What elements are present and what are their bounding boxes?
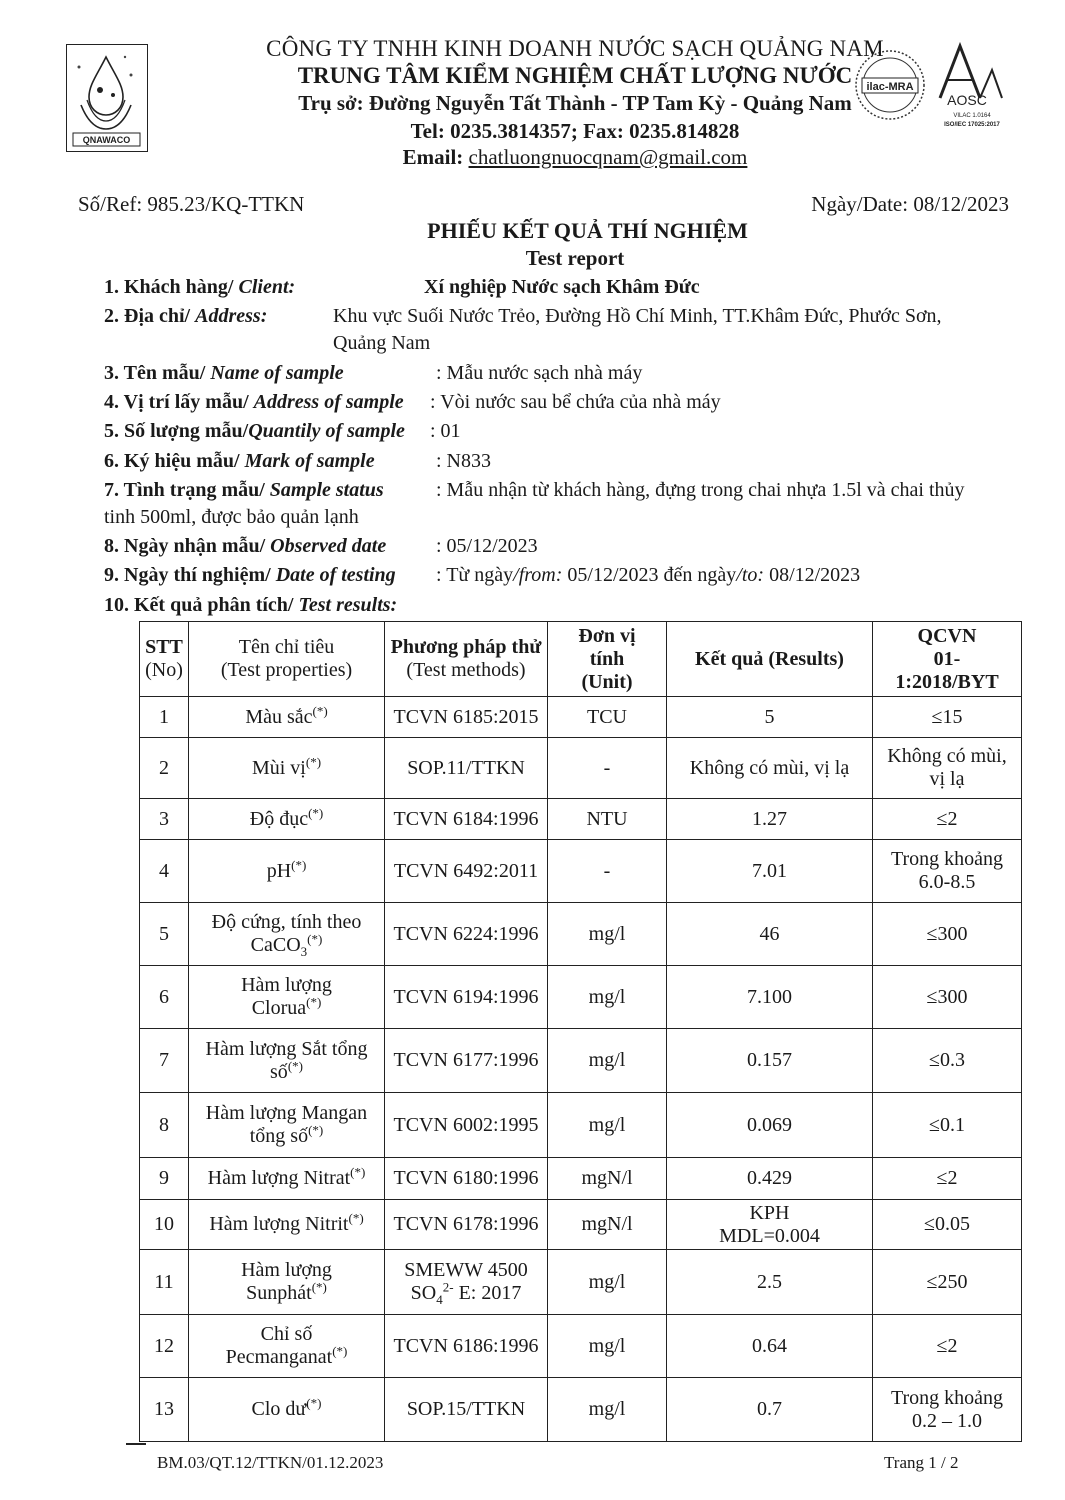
cell-limit: Không có mùi, vị lạ xyxy=(873,738,1022,799)
table-row xyxy=(140,1315,1022,1378)
cell-no: 2 xyxy=(140,738,189,799)
cell-property: Độ đục(*) xyxy=(189,799,385,840)
cell-result: 46 xyxy=(667,903,873,966)
cell-limit: Trong khoảng 0.2 – 1.0 xyxy=(873,1378,1022,1442)
status-value-1: : Mẫu nhận từ khách hàng, đựng trong chai nhựa 1.5l và chai thủy xyxy=(436,479,965,501)
quantity-value: : 01 xyxy=(430,420,461,442)
quantity-label: 5. Số lượng mẫu/Quantily of sample xyxy=(104,420,405,442)
header-properties: Tên chỉ tiêu (Test properties) xyxy=(189,622,385,697)
table-row xyxy=(140,1158,1022,1200)
cell-method: TCVN 6185:2015 xyxy=(385,697,548,738)
cell-unit: - xyxy=(548,840,667,903)
cell-method: SOP.11/TTKN xyxy=(385,738,548,799)
cell-no: 13 xyxy=(140,1378,189,1442)
svg-text:AOSC: AOSC xyxy=(947,92,987,108)
cell-no: 3 xyxy=(140,799,189,840)
testing-date-label: 9. Ngày thí nghiệm/ Date of testing xyxy=(104,564,396,586)
cell-method: SOP.15/TTKN xyxy=(385,1378,548,1442)
page-number: Trang 1 / 2 xyxy=(884,1453,959,1472)
table-row xyxy=(140,903,1022,966)
cell-property: Màu sắc(*) xyxy=(189,697,385,738)
svg-text:ilac-MRA: ilac-MRA xyxy=(866,81,914,93)
cell-result: 2.5 xyxy=(667,1250,873,1315)
cell-unit: mg/l xyxy=(548,1378,667,1442)
report-title: PHIẾU KẾT QUẢ THÍ NGHIỆM xyxy=(427,218,748,243)
divider xyxy=(126,1443,146,1445)
table-row xyxy=(140,799,1022,840)
table-row xyxy=(140,966,1022,1029)
cell-unit: - xyxy=(548,738,667,799)
table-body xyxy=(140,697,1022,1442)
form-code: BM.03/QT.12/TTKN/01.12.2023 xyxy=(157,1453,384,1472)
report-date: Ngày/Date: 08/12/2023 xyxy=(811,192,1009,216)
svg-text:ISO/IEC 17025:2017: ISO/IEC 17025:2017 xyxy=(944,122,1000,128)
cell-result: Không có mùi, vị lạ xyxy=(667,738,873,799)
cell-result: 0.157 xyxy=(667,1029,873,1093)
header-methods: Phương pháp thử (Test methods) xyxy=(385,622,548,697)
table-row xyxy=(140,1250,1022,1315)
client-label: 1. Khách hàng/ Client: xyxy=(104,276,296,298)
observed-date-value: : 05/12/2023 xyxy=(436,535,538,557)
cell-unit: mg/l xyxy=(548,1315,667,1378)
cell-property: Hàm lượng Mangan tổng số(*) xyxy=(189,1093,385,1158)
svg-text:VILAC 1.0164: VILAC 1.0164 xyxy=(953,113,991,119)
table-row xyxy=(140,840,1022,903)
cell-unit: mg/l xyxy=(548,966,667,1029)
cell-result: 0.429 xyxy=(667,1158,873,1200)
client-value: Xí nghiệp Nước sạch Khâm Đức xyxy=(424,276,700,298)
mark-value: : N833 xyxy=(436,450,491,472)
cell-property: Hàm lượng Nitrit(*) xyxy=(189,1200,385,1250)
sample-location-label: 4. Vị trí lấy mẫu/ Address of sample xyxy=(104,391,404,413)
company-phone: Tel: 0235.3814357; Fax: 0235.814828 xyxy=(410,119,740,143)
cell-method: TCVN 6177:1996 xyxy=(385,1029,548,1093)
table-row xyxy=(140,738,1022,799)
cell-result: KPH MDL=0.004 xyxy=(667,1200,873,1250)
company-logo xyxy=(66,44,148,152)
cell-unit: TCU xyxy=(548,697,667,738)
cell-no: 7 xyxy=(140,1029,189,1093)
header-stt: STT (No) xyxy=(140,622,189,697)
results-table xyxy=(139,621,1022,1442)
email-label: Email: xyxy=(402,145,469,169)
cell-result: 7.01 xyxy=(667,840,873,903)
cell-method: TCVN 6224:1996 xyxy=(385,903,548,966)
sample-name-value: : Mẫu nước sạch nhà máy xyxy=(436,362,643,384)
cell-property: Hàm lượng Nitrat(*) xyxy=(189,1158,385,1200)
cell-method: TCVN 6186:1996 xyxy=(385,1315,548,1378)
cell-property: pH(*) xyxy=(189,840,385,903)
header-qcvn: QCVN 01- 1:2018/BYT xyxy=(873,622,1022,697)
cell-method: TCVN 6194:1996 xyxy=(385,966,548,1029)
cell-unit: mgN/l xyxy=(548,1200,667,1250)
cell-result: 7.100 xyxy=(667,966,873,1029)
results-label: 10. Kết quả phân tích/ Test results: xyxy=(104,594,398,616)
cell-no: 4 xyxy=(140,840,189,903)
cell-result: 0.069 xyxy=(667,1093,873,1158)
cell-property: Clo dư(*) xyxy=(189,1378,385,1442)
cell-no: 9 xyxy=(140,1158,189,1200)
cell-result: 0.64 xyxy=(667,1315,873,1378)
header-unit: Đơn vị tính (Unit) xyxy=(548,622,667,697)
status-value-2: tinh 500ml, được bảo quản lạnh xyxy=(104,506,359,528)
cell-property: Hàm lượng Clorua(*) xyxy=(189,966,385,1029)
cell-no: 12 xyxy=(140,1315,189,1378)
cell-limit: ≤0.05 xyxy=(873,1200,1022,1250)
reference-number: Số/Ref: 985.23/KQ-TTKN xyxy=(78,192,305,216)
table-row xyxy=(140,697,1022,738)
testing-date-value: : Từ ngày/from: 05/12/2023 đến ngày/to: 08/12/2023 xyxy=(436,564,861,586)
cell-unit: mgN/l xyxy=(548,1158,667,1200)
table-row xyxy=(140,1093,1022,1158)
observed-date-label: 8. Ngày nhận mẫu/ Observed date xyxy=(104,535,387,557)
sample-name-label: 3. Tên mẫu/ Name of sample xyxy=(104,362,344,384)
table-row xyxy=(140,1029,1022,1093)
cell-limit: ≤0.3 xyxy=(873,1029,1022,1093)
cell-method: TCVN 6492:2011 xyxy=(385,840,548,903)
cell-no: 10 xyxy=(140,1200,189,1250)
cell-method: SMEWW 4500 $SO_4^{2-}$ E: 2017 xyxy=(385,1250,548,1315)
cell-no: 1 xyxy=(140,697,189,738)
status-label: 7. Tình trạng mẫu/ Sample status xyxy=(104,479,384,501)
cell-result: 0.7 xyxy=(667,1378,873,1442)
cell-limit: ≤2 xyxy=(873,799,1022,840)
center-name: TRUNG TÂM KIỂM NGHIỆM CHẤT LƯỢNG NƯỚC xyxy=(297,63,853,88)
cell-result: 5 xyxy=(667,697,873,738)
table-row xyxy=(140,1200,1022,1250)
mark-label: 6. Ký hiệu mẫu/ Mark of sample xyxy=(104,450,375,472)
cell-property: Hàm lượng Sunphát(*) xyxy=(189,1250,385,1315)
cell-property: Chỉ số Pecmanganat(*) xyxy=(189,1315,385,1378)
company-name: CÔNG TY TNHH KINH DOANH NƯỚC SẠCH QUẢNG NAM xyxy=(266,36,884,61)
sample-location-value: : Vòi nước sau bể chứa của nhà máy xyxy=(430,391,721,413)
cell-no: 6 xyxy=(140,966,189,1029)
cell-property: Độ cứng, tính theo CaCO$_3$(*) xyxy=(189,903,385,966)
cell-no: 11 xyxy=(140,1250,189,1315)
cell-unit: mg/l xyxy=(548,1250,667,1315)
address-value-2: Quảng Nam xyxy=(333,332,431,354)
cell-no: 8 xyxy=(140,1093,189,1158)
cell-limit: ≤2 xyxy=(873,1158,1022,1200)
cell-limit: ≤0.1 xyxy=(873,1093,1022,1158)
cell-no: 5 xyxy=(140,903,189,966)
cell-method: TCVN 6178:1996 xyxy=(385,1200,548,1250)
cell-limit: ≤2 xyxy=(873,1315,1022,1378)
cell-result: 1.27 xyxy=(667,799,873,840)
header-results: Kết quả (Results) xyxy=(667,622,873,697)
cell-unit: mg/l xyxy=(548,1093,667,1158)
cell-property: Hàm lượng Sắt tổng số(*) xyxy=(189,1029,385,1093)
cell-limit: ≤300 xyxy=(873,966,1022,1029)
address-value-1: Khu vực Suối Nước Trẻo, Đường Hồ Chí Minh, TT.Khâm Đức, Phước Sơn, xyxy=(333,305,942,327)
email-link[interactable]: chatluongnuocqnam@gmail.com xyxy=(468,145,748,169)
table-row xyxy=(140,1378,1022,1442)
svg-text:QNAWACO: QNAWACO xyxy=(82,135,131,145)
cell-limit: ≤250 xyxy=(873,1250,1022,1315)
cell-limit: Trong khoảng 6.0-8.5 xyxy=(873,840,1022,903)
company-address: Trụ sở: Đường Nguyễn Tất Thành - TP Tam Kỳ - Quảng Nam xyxy=(298,91,852,115)
cell-method: TCVN 6184:1996 xyxy=(385,799,548,840)
cell-limit: ≤15 xyxy=(873,697,1022,738)
table-header-row xyxy=(140,622,1022,697)
cell-unit: NTU xyxy=(548,799,667,840)
cell-method: TCVN 6180:1996 xyxy=(385,1158,548,1200)
address-label: 2. Địa chỉ/ Address: xyxy=(104,305,268,327)
company-email xyxy=(150,145,1000,170)
cell-limit: ≤300 xyxy=(873,903,1022,966)
cell-method: TCVN 6002:1995 xyxy=(385,1093,548,1158)
cell-unit: mg/l xyxy=(548,903,667,966)
report-subtitle: Test report xyxy=(525,246,625,270)
cell-property: Mùi vị(*) xyxy=(189,738,385,799)
cell-unit: mg/l xyxy=(548,1029,667,1093)
